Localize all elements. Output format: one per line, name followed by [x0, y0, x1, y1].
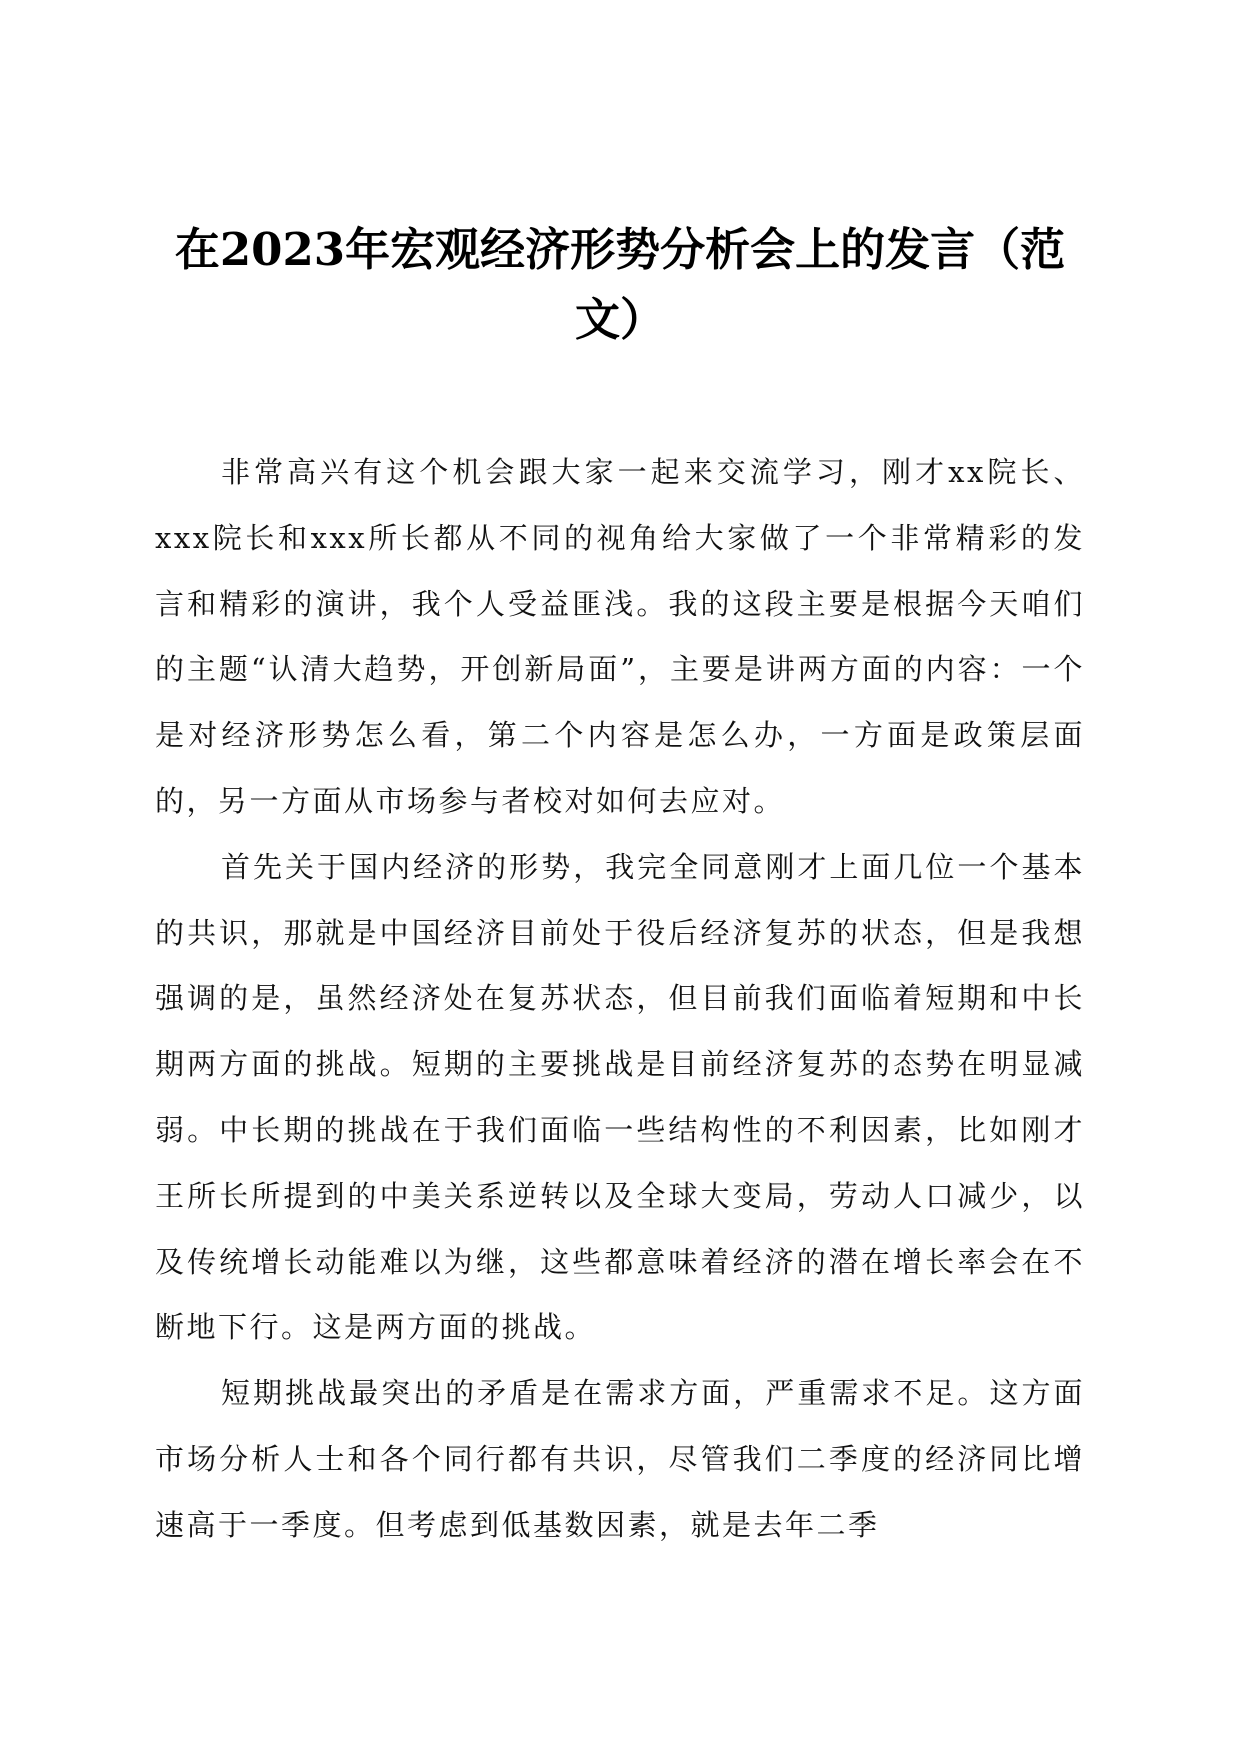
document-body — [155, 440, 1085, 1559]
paragraph: 短期挑战最突出的矛盾是在需求方面，严重需求不足。这方面市场分析人士和各个同行都有共识，尽管我们二季度的经济同比增速高于一季度。但考虑到低基数因素，就是去年二季 — [155, 1376, 1085, 1542]
paragraph: 首先关于国内经济的形势，我完全同意刚才上面几位一个基本的共识，那就是中国经济目前处于役后经济复苏的状态，但是我想强调的是，虽然经济处在复苏状态，但目前我们面临着短期和中长期两方面的挑战。短期的主要挑战是目前经济复苏的态势在明显减弱。中长期的挑战在于我们面临一些结构性的不利因素，比如刚才王所长所提到的中美关系逆转以及全球大变局，劳动人口减少，以及传统增长动能难以为继，这些都意味着经济的潜在增长率会在不断地下行。这是两方面的挑战。 — [155, 849, 1085, 1345]
document-title: 在2023年宏观经济形势分析会上的发言（范文） — [174, 223, 1066, 346]
paragraph: 非常高兴有这个机会跟大家一起来交流学习，刚才xx院长、xxx院长和xxx所长都从不同的视角给大家做了一个非常精彩的发言和精彩的演讲，我个人受益匪浅。我的这段主要是根据今天咱们的主题“认清大趋势，开创新局面”，主要是讲两方面的内容：一个是对经济形势怎么看，第二个内容是怎么办，一方面是政策层面的，另一方面从市场参与者校对如何去应对。 — [155, 455, 1085, 818]
